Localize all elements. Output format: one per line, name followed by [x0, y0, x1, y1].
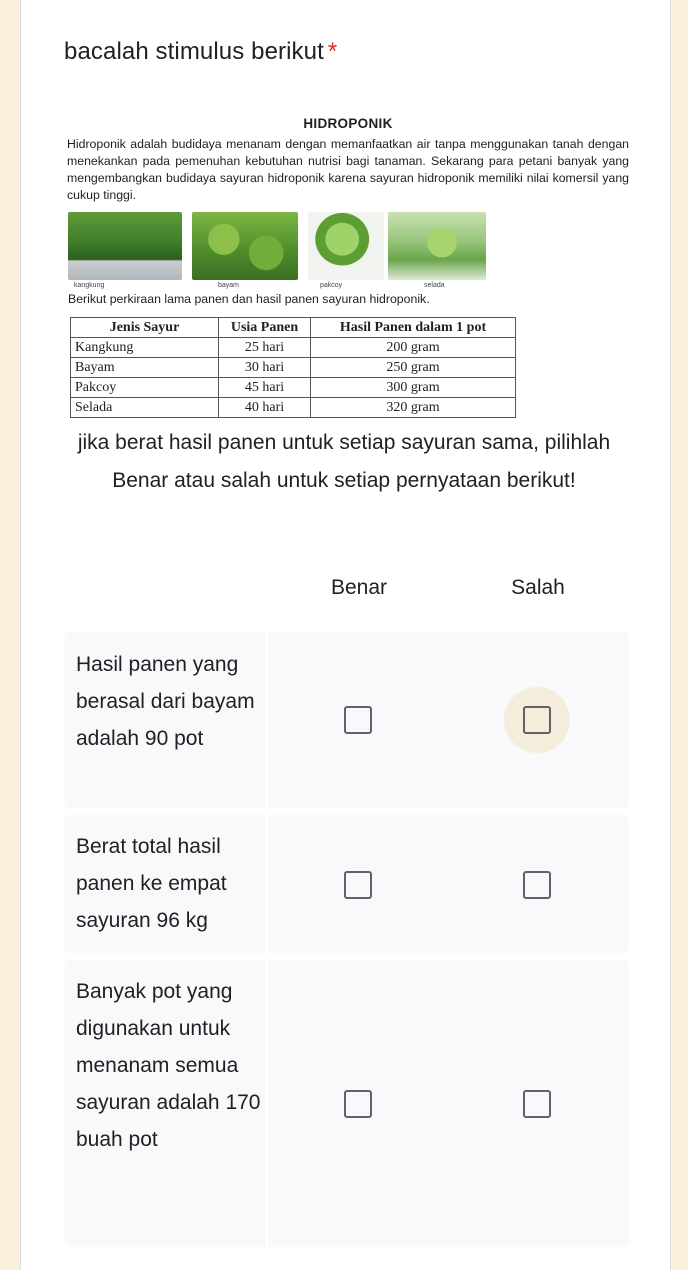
checkbox-cell-salah[interactable] — [497, 1064, 577, 1144]
checkbox-cell-salah[interactable] — [497, 845, 577, 925]
checkbox-cell-salah[interactable] — [497, 680, 577, 760]
checkbox-cell-benar[interactable] — [318, 680, 398, 760]
column-header-salah: Salah — [511, 576, 565, 599]
photo-pakcoy — [308, 212, 384, 280]
photo-label: selada — [424, 282, 445, 289]
table-cell: Pakcoy — [71, 378, 219, 398]
row-divider — [266, 960, 268, 1247]
photo-kangkung — [68, 212, 182, 280]
photo-label: bayam — [218, 282, 240, 289]
checkbox-benar[interactable] — [344, 706, 372, 734]
table-cell: 200 gram — [311, 338, 516, 358]
table-cell: Kangkung — [71, 338, 219, 358]
grid-row — [64, 815, 629, 953]
question-title-text: bacalah stimulus berikut — [64, 38, 324, 65]
checkbox-salah[interactable] — [523, 706, 551, 734]
table-cell: 40 hari — [219, 398, 311, 418]
photo-selada — [388, 212, 486, 280]
harvest-table — [70, 317, 516, 418]
grid-row — [64, 632, 629, 808]
question-title — [64, 38, 337, 66]
grid-row — [64, 960, 629, 1247]
table-cell: Bayam — [71, 358, 219, 378]
stimulus-caption: Berikut perkiraan lama panen dan hasil panen sayuran hidroponik. — [68, 292, 430, 306]
table-header: Usia Panen — [219, 318, 311, 338]
table-cell: Selada — [71, 398, 219, 418]
table-cell: 25 hari — [219, 338, 311, 358]
grid-row-label: Banyak pot yang digunakan untuk menanam semua sayuran adalah 170 buah pot — [76, 980, 261, 1151]
checkbox-benar[interactable] — [344, 1090, 372, 1118]
table-row — [71, 378, 516, 398]
question-instruction: jika berat hasil panen untuk setiap sayuran sama, pilihlah Benar atau salah untuk setiap pernyataan berikut! — [77, 431, 611, 492]
row-divider — [266, 632, 268, 808]
photo-label: pakcoy — [320, 282, 343, 289]
photo-bayam — [192, 212, 298, 280]
table-header: Jenis Sayur — [71, 318, 219, 338]
row-divider — [266, 815, 268, 953]
photo-label: kangkung — [74, 282, 105, 289]
grid-row-label: Hasil panen yang berasal dari bayam adalah 90 pot — [76, 653, 255, 750]
grid-row-label: Berat total hasil panen ke empat sayuran 96 kg — [76, 835, 227, 932]
table-row — [71, 358, 516, 378]
table-cell: 320 gram — [311, 398, 516, 418]
table-header: Hasil Panen dalam 1 pot — [311, 318, 516, 338]
column-header-benar: Benar — [330, 576, 388, 599]
table-cell: 300 gram — [311, 378, 516, 398]
table-cell: 250 gram — [311, 358, 516, 378]
stimulus-image — [62, 112, 634, 430]
checkbox-cell-benar[interactable] — [318, 1064, 398, 1144]
checkbox-salah[interactable] — [523, 871, 551, 899]
checkbox-cell-benar[interactable] — [318, 845, 398, 925]
stimulus-paragraph: Hidroponik adalah budidaya menanam dengan memanfaatkan air tanpa menggunakan tanah dengan menekankan pada pemenuhan kebutuhan nutrisi bagi tanaman. Sekarang para petani banyak yang mengembangkan budidaya sayuran hidroponik karena sayuran hidroponik memiliki nilai komersil yang cukup tinggi. — [67, 137, 629, 202]
table-row — [71, 398, 516, 418]
required-asterisk: * — [327, 38, 338, 65]
checkbox-salah[interactable] — [523, 1090, 551, 1118]
table-row — [71, 338, 516, 358]
table-cell: 30 hari — [219, 358, 311, 378]
vegetable-photos — [68, 212, 568, 302]
stimulus-heading: HIDROPONIK — [303, 116, 393, 131]
table-cell: 45 hari — [219, 378, 311, 398]
checkbox-benar[interactable] — [344, 871, 372, 899]
